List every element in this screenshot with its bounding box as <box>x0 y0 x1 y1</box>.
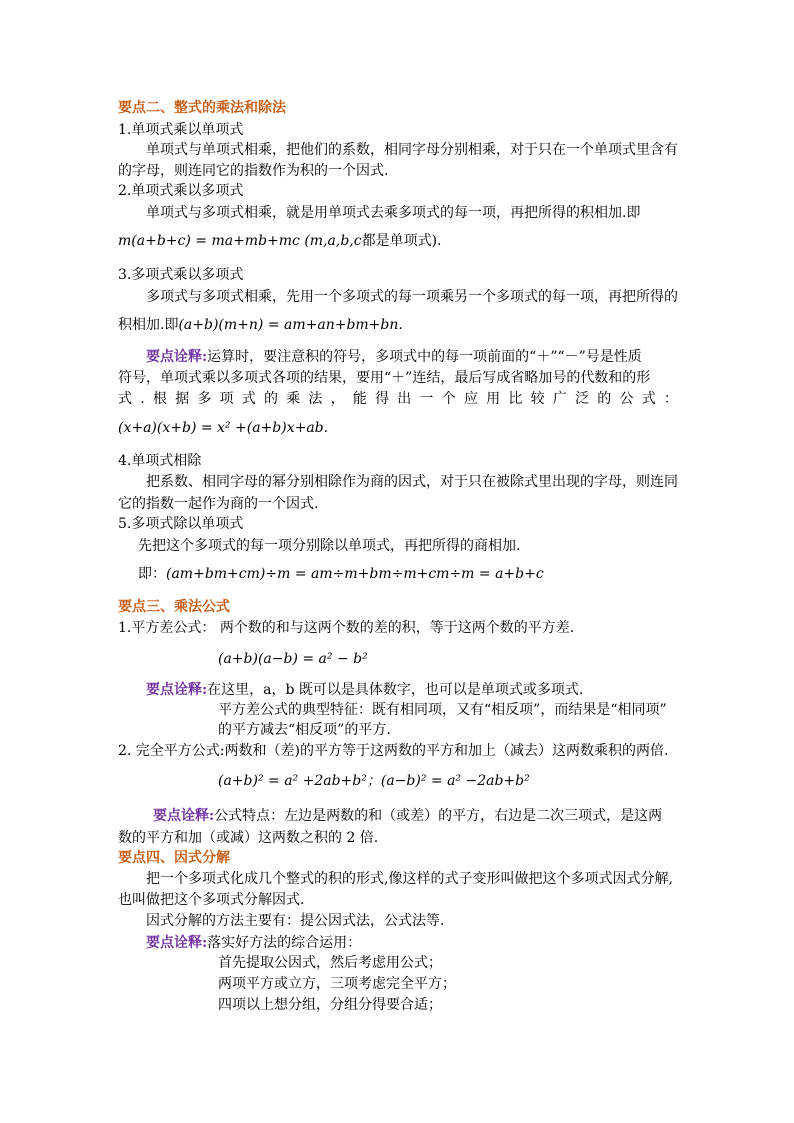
justified-char: 用 <box>486 391 501 407</box>
math-formula-text: (a+b)² = a² +2ab+b²；(a−b)² = a² −2ab+b² <box>218 773 530 789</box>
item-title: 5.多项式除以单项式 <box>118 516 244 532</box>
justified-line <box>118 390 678 408</box>
note-label: 要点诠释: <box>146 935 208 951</box>
justified-char: 个 <box>441 391 456 407</box>
justified-char: 广 <box>552 391 567 407</box>
paragraph-line: 数的平方和加（或减）这两数之积的 2 倍. <box>118 830 379 846</box>
justified-char: 多 <box>197 391 212 407</box>
justified-char: 乘 <box>286 391 301 407</box>
formula-line <box>138 565 544 583</box>
paragraph-line: 因式分解的方法主要有：提公因式法，公式法等. <box>146 913 445 929</box>
justified-char: 较 <box>530 391 545 407</box>
note-paragraph-line <box>146 681 583 699</box>
math-formula <box>218 650 368 668</box>
paragraph-line: 四项以上想分组，分组分得要合适； <box>218 997 442 1013</box>
note-text: 运算时，要注意积的符号，多项式中的每一项前面的“＋”“－”号是性质 <box>207 349 642 365</box>
paragraph-line: 先把这个多项式的每一项分别除以单项式，再把所得的商相加. <box>138 538 521 554</box>
note-label: 要点诠释: <box>153 808 215 824</box>
paragraph-line: 符号，单项式乘以多项式各项的结果，要用“＋”连结，最后写成省略加号的代数和的形 <box>118 370 651 386</box>
note-label: 要点诠释: <box>146 349 208 365</box>
justified-char: 法 <box>308 391 323 407</box>
math-formula <box>118 419 328 437</box>
justified-char: . <box>140 391 145 407</box>
math-formula: (m,a,b,c <box>304 233 362 249</box>
paragraph-line: 的字母，则连同它的指数作为积的一个因式. <box>118 163 389 179</box>
paragraph-line: 多项式与多项式相乘，先用一个多项式的每一项乘另一个多项式的每一项，再把所得的 <box>146 289 678 305</box>
note-label: 要点诠释: <box>146 682 208 698</box>
formula-line <box>118 232 442 250</box>
formula-text: 即： <box>138 566 166 582</box>
math-formula <box>218 772 530 790</box>
justified-char: 出 <box>397 391 412 407</box>
justified-char: 得 <box>375 391 390 407</box>
paragraph-line: 平方差公式的典型特征：既有相同项，又有“相反项”，而结果是“相同项” <box>218 702 667 718</box>
item-line: 2. 完全平方公式:两数和（差)的平方等于这两数的平方和加上（减去）这两数乘积的两倍. <box>118 743 669 759</box>
formula-text: 积相加.即 <box>118 317 179 333</box>
item-title: 4.单项式相除 <box>118 453 202 469</box>
section-heading: 要点四、因式分解 <box>118 850 230 866</box>
note-text: 在这里，a，b 既可以是具体数字，也可以是单项式或多项式. <box>207 682 584 698</box>
justified-char: 泛 <box>575 391 590 407</box>
paragraph-line: 它的指数一起作为商的一个因式. <box>118 496 319 512</box>
justified-char: 式 <box>641 391 656 407</box>
item-title: 1.单项式乘以单项式 <box>118 122 244 138</box>
justified-char: 比 <box>508 391 523 407</box>
item-line <box>118 619 574 637</box>
section-heading: 要点二、整式的乘法和除法 <box>118 100 286 116</box>
math-formula: m(a+b+c) = ma+mb+mc <box>118 233 300 249</box>
justified-char: 式 <box>118 391 132 407</box>
justified-char: 根 <box>152 391 167 407</box>
justified-char: 一 <box>419 391 434 407</box>
note-text: 公式特点：左边是两数的和（或差）的平方，右边是二次三项式，是这两 <box>214 808 663 824</box>
paragraph-line: 两项平方或立方，三项考虑完全平方； <box>218 976 456 992</box>
justified-char: 据 <box>175 391 190 407</box>
item-title: 2.单项式乘以多项式 <box>118 183 244 199</box>
item-title: 1.平方差公式： <box>118 620 216 636</box>
paragraph-line: 单项式与多项式相乘，就是用单项式去乘多项式的每一项，再把所得的积相加.即 <box>146 205 641 221</box>
math-formula: (am+bm+cm)÷m = am÷m+bm÷m+cm÷m = a+b+c <box>166 566 544 582</box>
justified-char: 公 <box>619 391 634 407</box>
paragraph-line: 也叫做把这个多项式分解因式. <box>118 892 305 908</box>
justified-char: 能 <box>352 391 367 407</box>
justified-char: 应 <box>463 391 478 407</box>
justified-char: ： <box>663 391 678 407</box>
paragraph-line: 首先提取公因式，然后考虑用公式； <box>218 955 442 971</box>
item-description: 两个数的和与这两个数的差的积，等于这两个数的平方差. <box>219 620 575 636</box>
formula-text: 都是单项式). <box>361 233 442 249</box>
note-paragraph-line <box>146 348 642 366</box>
note-text: 落实好方法的综合运用： <box>207 935 362 951</box>
section-heading: 要点三、乘法公式 <box>118 599 230 615</box>
note-paragraph-line <box>146 934 361 952</box>
math-formula-text: (x+a)(x+b) = x² +(a+b)x+ab. <box>118 420 329 436</box>
justified-char: 的 <box>263 391 278 407</box>
formula-line <box>118 316 403 334</box>
paragraph-line: 把一个多项式化成几个整式的积的形式,像这样的式子变形叫做把这个多项式因式分解, <box>146 871 673 887</box>
math-formula: (a+b)(m+n) = am+an+bm+bn. <box>178 317 403 333</box>
math-formula-text: (a+b)(a−b) = a² − b² <box>218 651 368 667</box>
justified-char: ， <box>330 391 345 407</box>
justified-char: 项 <box>219 391 234 407</box>
item-title: 3.多项式乘以多项式 <box>118 267 244 283</box>
paragraph-line: 把系数、相同字母的幂分别相除作为商的因式，对于只在被除式里出现的字母，则连同 <box>146 474 678 490</box>
justified-char: 的 <box>597 391 612 407</box>
paragraph-line: 单项式与单项式相乘，把他们的系数，相同字母分别相乘，对于只在一个单项式里含有 <box>146 142 678 158</box>
paragraph-line: 的平方减去“相反项”的平方. <box>218 722 391 738</box>
note-paragraph-line <box>153 807 662 825</box>
justified-char: 式 <box>241 391 256 407</box>
